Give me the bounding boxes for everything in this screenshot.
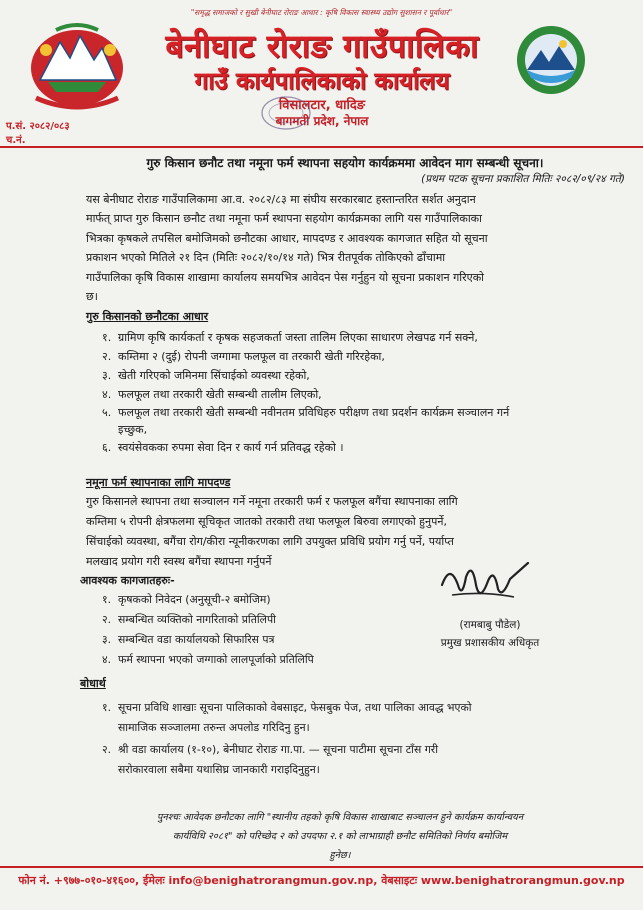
item-text: कृषकको निवेदन (अनुसूची-२ बमोजिम) [118,593,271,606]
standard-line: गुरु किसानले स्थापना तथा सञ्चालन गर्ने नमूना तरकारी फर्म र फलफूल बगैंचा स्थापनाका लागि [86,495,458,508]
signer-title: प्रमुख प्रशासकीय अधिकृत [440,637,540,649]
footnote-line: हुनेछ। [329,850,351,861]
criteria-list [102,328,562,457]
motto: "समृद्ध समाजको र सुखी बेनीघाट रोराङ आधार : कृषि विकास स्वास्थ्य उद्योग सुशासन र पूर्वाधार" [190,8,453,17]
item-number: ३. [102,369,112,382]
item-number: ५. [102,406,112,419]
footnote [105,808,575,865]
notice-title: गुरु किसान छनौट तथा नमूना फर्म स्थापना सहयोग कार्यक्रममा आवेदन माग सम्बन्धी सूचना। [146,156,544,170]
list-item [102,404,562,438]
list-item [102,438,562,457]
standard-line: कम्तिमा ५ रोपनी क्षेत्रफलमा सूचिकृत जातको तरकारी तथा फलफूल बिरुवा लगाएको हुनुपर्ने, [86,515,447,528]
standard-line: सिंचाईको व्यवस्था, बगैंचा रोग/कीरा न्यूनीकरणका लागि उपयुक्त प्रविधि प्रयोग गर्नु पर्ने, पर्याप्त [86,535,454,548]
intro-line: भित्रका कृषकले तपसिल बमोजिमको छनौटका आधार, मापदण्ड र आवश्यक कागजात सहित यो सूचना [86,231,488,245]
item-text: सामाजिक सञ्जालमा तरुन्त अपलोड गरिदिनु हुन। [118,721,310,734]
footnote-line: कार्यविधि २०८१" को परिच्छेद २ को उपदफा २.१ को लाभाग्राही छनौट समितिको निर्णय बमोजिम [172,831,508,842]
list-item [102,590,314,610]
documents-title: आवश्यक कागजातहरुः- [80,574,175,587]
item-number: २. [102,350,112,363]
item-number: ४. [102,653,112,666]
list-item [102,610,314,630]
item-text: फर्म स्थापना भएको जग्गाको लालपूर्जाको प्रतिलिपि [118,653,314,666]
office-stamp-icon [260,94,312,132]
item-text: स्वयंसेवकका रुपमा सेवा दिन र कार्य गर्न प्रतिवद्ध रहेको । [118,441,344,454]
item-text: खेती गरिएको जमिनमा सिंचाईको व्यवस्था रहेको, [118,369,310,382]
item-number: २. [102,743,112,756]
intro-line: यस बेनीघाट रोराङ गाउँपालिकामा आ.व. २०८२/८३ मा संघीय सरकारबाट हस्तान्तरित सर्शत अनुदान [86,193,476,206]
documents-list [102,590,314,670]
intro-line: प्रकाशन भएको मितिले २१ दिन (मितिः २०८२/१०/१४ गते) भित्र रीतपूर्वक तोकिएको ढाँचामा [86,251,446,265]
item-number: १. [102,331,112,344]
list-item [102,366,562,385]
item-number: १. [102,701,112,714]
item-text: फलफूल तथा तरकारी खेती सम्बन्धी नवीनतम प्रविधिहरु परीक्षण तथा प्रदर्शन कार्यक्रम सञ्चालन गर्न इच्छुक, [118,406,510,436]
intro-line: छ। [86,290,98,304]
item-text: कम्तिमा २ (दुई) रोपनी जग्गामा फलफूल वा तरकारी खेती गरिरहेका, [118,350,385,363]
item-number: ६. [102,441,112,454]
header-divider [0,146,643,148]
item-text: सरोकारवाला सबैमा यथासिघ्र जानकारी गराइदिनुहुन। [118,763,320,776]
list-item [102,698,472,738]
signature-icon [432,555,542,610]
criteria-title: गुरु किसानको छनौटका आधार [86,310,209,323]
intro-line: गाउँपालिका कृषि विकास शाखामा कार्यालय समयभित्र आवेदन पेस गर्नुहुन यो सूचना प्रकाशन गरिएको [86,270,484,284]
municipality-logo-icon [515,24,587,96]
list-item [102,328,562,347]
address-district: विसालटार, धादिङ [278,98,366,113]
item-number: २. [102,613,112,626]
nepal-emblem-icon [26,20,128,110]
reference-number: प.सं. २०८२/०८३ [6,121,70,132]
dispatch-number: च.नं. [6,135,26,146]
municipality-name: बेनीघाट रोराङ गाउँपालिका [165,27,479,65]
list-item [102,385,562,404]
list-item [102,740,472,780]
signer-name: (रामबाबु पौडेल) [459,619,521,631]
intro-line: मार्फत् प्राप्त गुरु किसान छनौट तथा नमूना फर्म स्थापना सहयोग कार्यक्रमका लागि यस गाउँपालिकाका [86,212,482,226]
list-item [102,650,314,670]
footer-divider [0,866,643,868]
cc-title: बोधार्थ [80,677,106,690]
item-text: श्री वडा कार्यालय (१-१०), बेनीघाट रोराङ गा.पा. — सूचना पाटीमा सूचना टाँस गरी [118,743,438,756]
item-text: फलफूल तथा तरकारी खेती सम्बन्धी तालीम लिएको, [118,388,322,401]
standard-title: नमूना फर्म स्थापनाका लागि मापदण्ड [86,476,231,489]
item-text: सूचना प्रविधि शाखाः सूचना पालिकाको वेबसाइट, फेसबुक पेज, तथा पालिका आवद्ध भएको [118,701,472,714]
item-number: १. [102,593,112,606]
cc-list [102,698,472,780]
item-number: ४. [102,388,112,401]
intro-paragraph [86,190,576,306]
standard-line: मलखाद प्रयोग गरी स्वस्थ बगैंचा स्थापना गर्नुपर्ने [86,555,272,568]
item-text: ग्रामिण कृषि कार्यकर्ता र कृषक सहजकर्ता जस्ता तालिम लिएका साधारण लेखपढ गर्न सक्ने, [118,331,478,344]
publish-date-note: (प्रथम पटक सूचना प्रकाशित मितिः २०८२/०९/२४ गते) [421,173,625,185]
item-text: सम्बन्धित वडा कार्यालयको सिफारिस पत्र [118,633,275,646]
office-name: गाउँ कार्यपालिकाको कार्यालय [194,67,450,95]
list-item [102,347,562,366]
footer-contact: फोन नं. +९७७-०१०-४१६००, ईमेलः info@benighatrorangmun.gov.np, वेबसाइटः www.benighatrorangmun.gov.np [18,874,625,887]
item-text: सम्बन्धित व्यक्तिको नागरिताको प्रतिलिपी [118,613,276,626]
item-number: ३. [102,633,112,646]
address-province: बागमती प्रदेश, नेपाल [275,114,369,128]
list-item [102,630,314,650]
footnote-line: पुनश्चः आवेदक छनौटका लागि "स्थानीय तहको कृषि विकास शाखाबाट सञ्चालन हुने कार्यक्रम कार्यान्वयन [156,812,524,823]
